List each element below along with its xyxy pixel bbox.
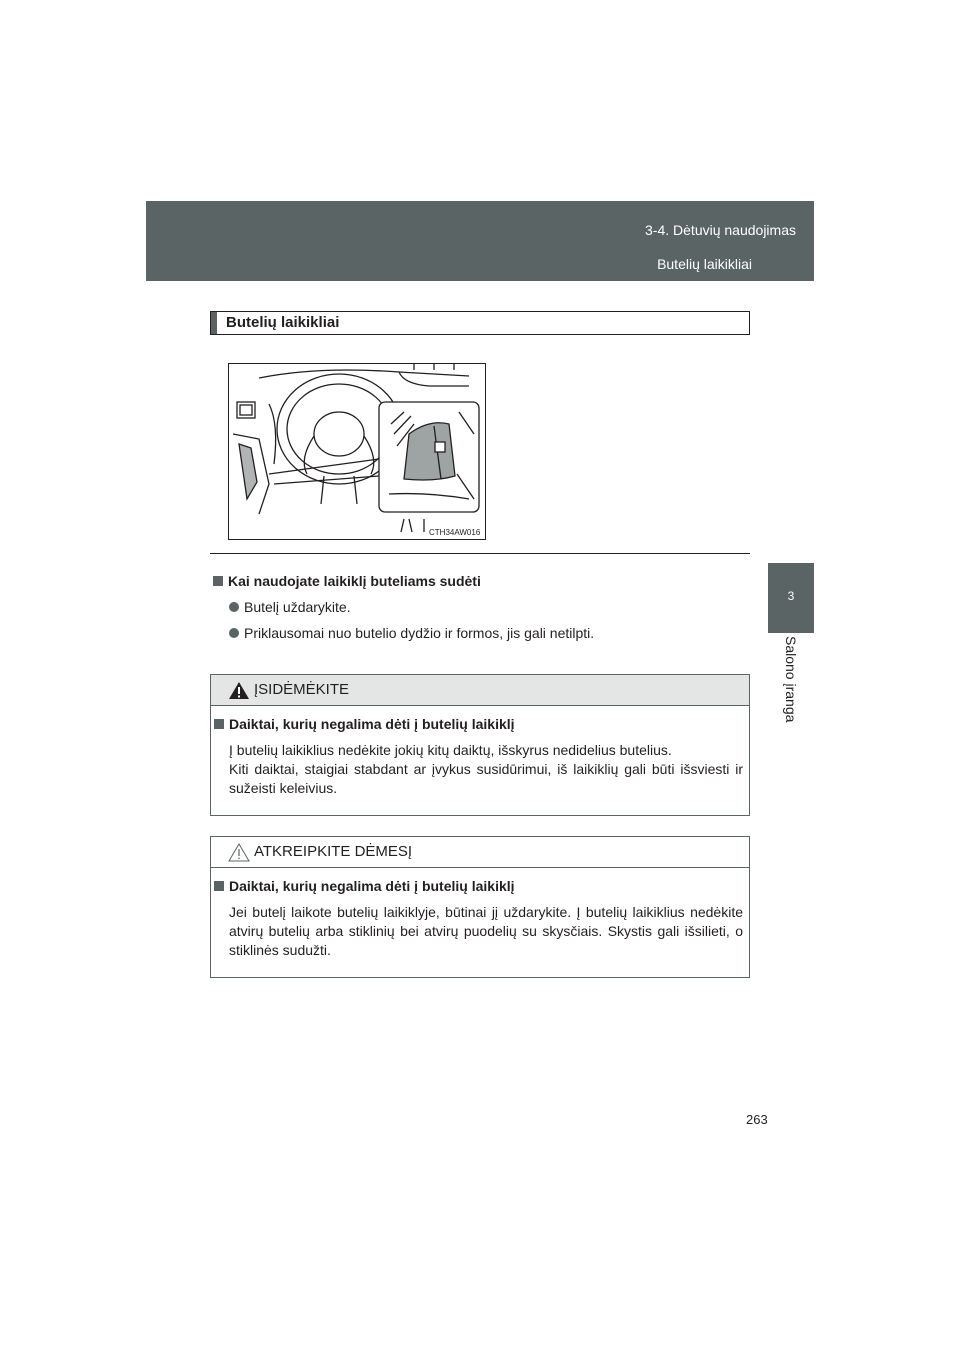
divider (210, 553, 750, 554)
warning-box (210, 674, 750, 816)
note-heading: Kai naudojate laikiklį buteliams sudėti (213, 573, 481, 589)
chapter-tab (768, 563, 814, 633)
notice-label: ATKREIPKITE DĖMESĮ (254, 843, 413, 860)
section-title-accent (211, 312, 217, 334)
warning-body (211, 706, 749, 810)
notice-subheading: Daiktai, kurių negalima dėti į butelių laikiklį (214, 878, 743, 894)
notice-triangle-icon (228, 843, 250, 862)
dashboard-drawing (229, 364, 485, 539)
header-band (146, 201, 814, 281)
warning-subheading: Daiktai, kurių negalima dėti į butelių laikiklį (214, 716, 743, 732)
chapter-label: Salono įranga (783, 636, 799, 723)
header-subsection-title: Butelių laikikliai (657, 256, 752, 272)
section-title-bar (210, 311, 750, 335)
notice-header (211, 837, 749, 868)
warning-triangle-icon (228, 681, 250, 700)
note-bullet: Priklausomai nuo butelio dydžio ir formos, jis gali netilpti. (229, 625, 594, 641)
square-bullet-icon (213, 576, 223, 586)
header-section-title: 3-4. Dėtuvių naudojimas (645, 222, 796, 238)
square-bullet-icon (214, 881, 224, 891)
round-bullet-icon (229, 628, 239, 638)
notice-text: Jei butelį laikote butelių laikiklyje, būtinai jį uždarykite. Į butelių laikiklius nedėkite atvirų butelių arba stiklinių bei atvirų puodelių su skysčiais. Skystis gali išsilieti, o stiklinės sudužti. (229, 904, 743, 958)
note-bullet: Butelį uždarykite. (229, 599, 351, 615)
warning-label: ĮSIDĖMĖKITE (254, 681, 350, 698)
section-title: Butelių laikikliai (226, 314, 340, 331)
page-number: 263 (746, 1112, 768, 1127)
illustration-code: CTH34AW016 (429, 528, 481, 537)
warning-text: Kiti daiktai, staigiai stabdant ar įvykus susidūrimui, iš laikiklių gali būti išsviesti ir sužeisti keleivius. (229, 761, 743, 796)
notice-body (211, 868, 749, 972)
bottle-holder-illustration (228, 363, 486, 540)
chapter-number: 3 (787, 589, 795, 603)
square-bullet-icon (214, 719, 224, 729)
round-bullet-icon (229, 602, 239, 612)
warning-header (211, 675, 749, 706)
notice-box (210, 836, 750, 978)
warning-text: Į butelių laikiklius nedėkite jokių kitų daiktų, išskyrus nedidelius butelius. (229, 742, 672, 758)
